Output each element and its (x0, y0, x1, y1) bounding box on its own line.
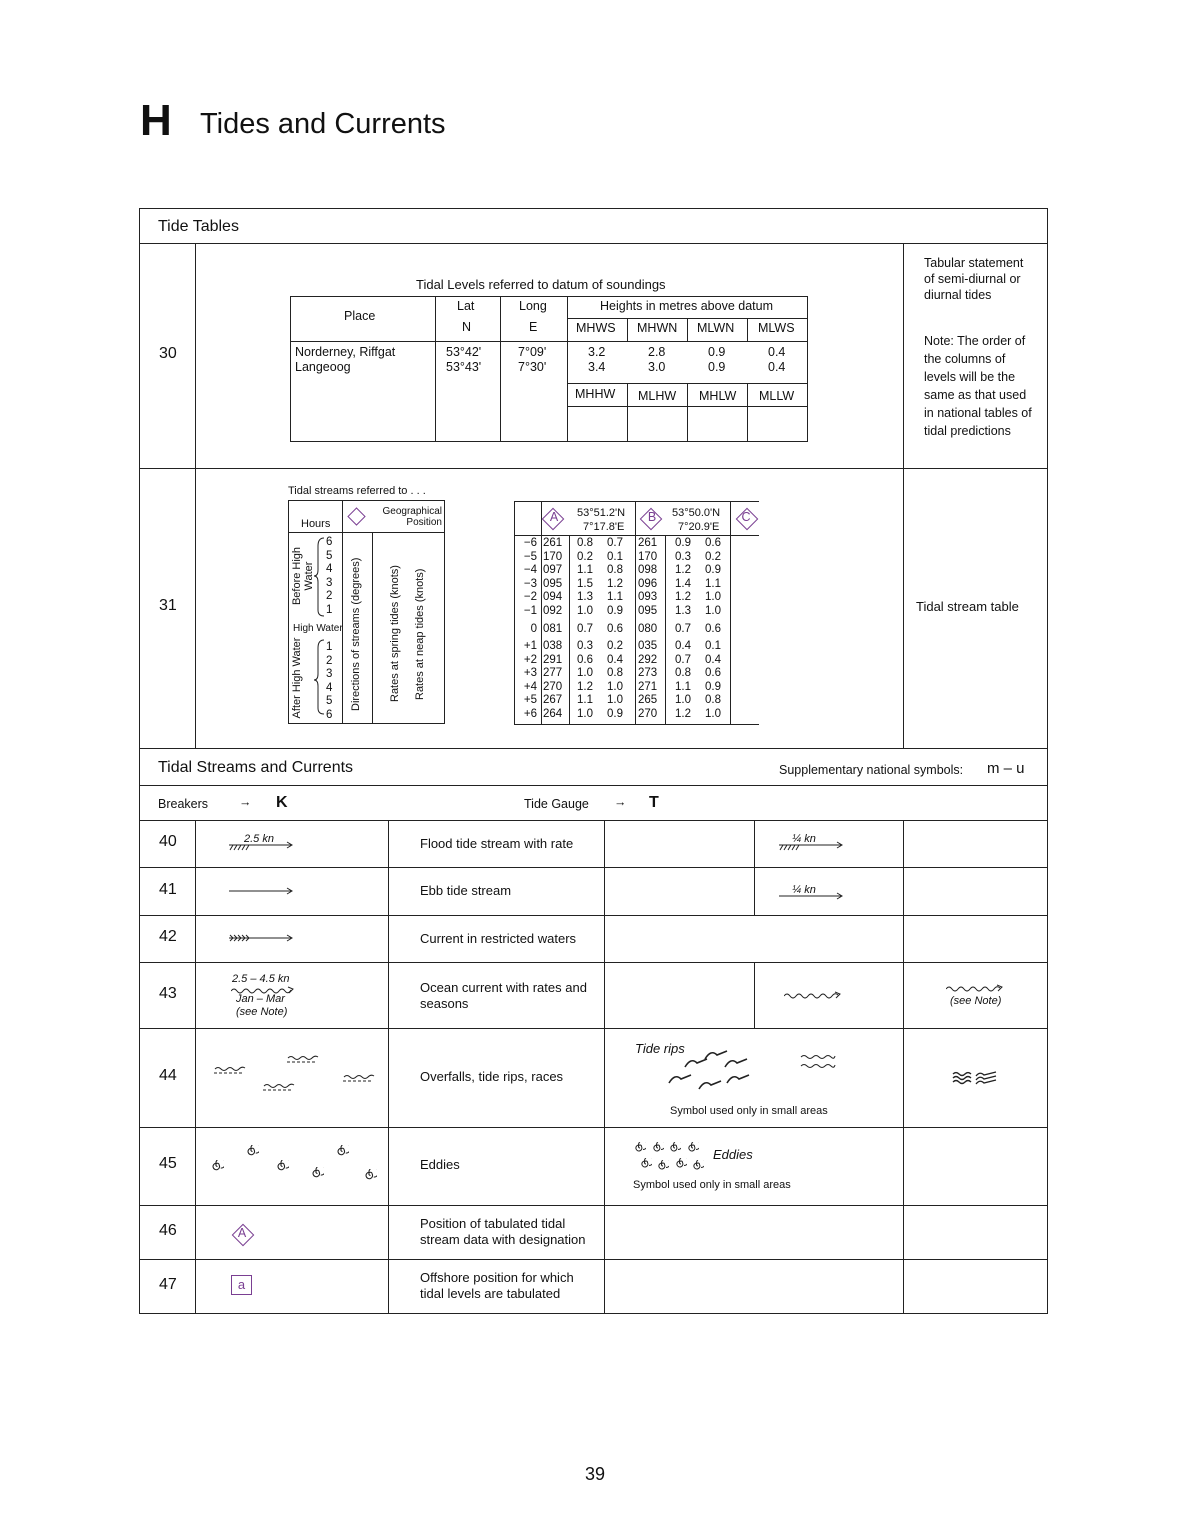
stream-value: 098 (638, 564, 658, 576)
rule (139, 1127, 1048, 1128)
rule (514, 535, 759, 536)
stream-value: 0.6 (607, 623, 623, 635)
hour-label: 2 (326, 590, 333, 602)
rule (139, 748, 1048, 749)
stream-value: 291 (543, 653, 563, 666)
rule (514, 501, 759, 502)
neap-rates-label: Rates at neap tides (knots) (414, 568, 426, 700)
after-hours-list (326, 641, 338, 722)
stream-value: 170 (543, 550, 563, 563)
row-number-45: 45 (159, 1155, 177, 1172)
col-mlwn: MLWN (697, 321, 735, 335)
stream-value: 1.2 (607, 577, 623, 590)
stream-hour: +1 (523, 640, 537, 652)
stream-value: 0.8 (607, 667, 623, 679)
rule (388, 820, 389, 1314)
rule (139, 243, 1048, 244)
stream-value: 0.1 (607, 550, 623, 563)
place-name: Norderney, Riffgat (295, 345, 396, 359)
station-a-lat: 53°51.2'N (577, 507, 626, 519)
stream-value: 292 (638, 653, 658, 666)
stream-value: 0.2 (705, 550, 721, 563)
stream-value: 097 (543, 564, 563, 576)
hour-label: 5 (326, 549, 333, 562)
col-mhws: MHWS (576, 321, 616, 335)
stream-hour: +4 (523, 680, 537, 693)
eddies-icon (205, 1140, 385, 1185)
row42-description: Current in restricted waters (420, 931, 577, 946)
stream-value: 038 (543, 640, 563, 652)
row-number-46: 46 (159, 1222, 177, 1239)
row44-description: Overfalls, tide rips, races (420, 1069, 564, 1084)
stream-value: 0.9 (705, 680, 721, 693)
stream-value: 0.6 (577, 653, 593, 666)
stream-value: 1.1 (577, 694, 593, 706)
rule (687, 383, 688, 442)
stream-value: 1.0 (675, 694, 691, 706)
rule (139, 962, 1048, 963)
ocean-rate-label: 2.5 – 4.5 kn (232, 973, 290, 985)
stream-value: 035 (638, 640, 658, 652)
tidal-levels-title: Tidal Levels referred to datum of soundings (416, 277, 666, 292)
stream-value: 170 (638, 550, 658, 563)
rule (514, 724, 759, 725)
restricted-current-arrow-icon (229, 933, 295, 945)
hour-label: 4 (326, 681, 333, 694)
hour-label: 4 (326, 563, 333, 575)
stream-value: 270 (543, 680, 563, 693)
row30-note: Note: The order of the columns of levels will be the same as that used in national tables of tidal predictions (924, 334, 1032, 438)
stream-value: 094 (543, 591, 563, 603)
streams-referred-title: Tidal streams referred to . . . (288, 485, 426, 497)
stream-value: 081 (543, 623, 563, 635)
stream-value: 0.8 (577, 537, 593, 549)
chapter-letter: H (140, 96, 172, 145)
row43-description: Ocean current with rates and seasons (420, 980, 587, 1011)
station-b-long: 7°20.9'E (678, 521, 720, 533)
before-hw-label: Before High Water (291, 546, 315, 606)
level-value: 3.4 (588, 360, 606, 374)
stream-value: 092 (543, 604, 563, 617)
section-title-tide-tables: Tide Tables (158, 218, 239, 235)
hour-label: 3 (326, 668, 333, 680)
stream-value: 267 (543, 694, 563, 706)
stream-value: 0.4 (607, 653, 623, 666)
level-value: 3.0 (648, 360, 666, 374)
col-mhhw: MHHW (575, 387, 616, 401)
stream-value: 1.1 (705, 577, 721, 590)
stream-value: 1.0 (607, 694, 623, 706)
row-number-42: 42 (159, 928, 177, 945)
small-areas-note: Symbol used only in small areas (633, 1179, 791, 1191)
rule (500, 296, 501, 442)
breakers-code: K (276, 794, 288, 811)
tide-rips-label: Tide rips (635, 1041, 685, 1056)
hour-label: 6 (326, 536, 333, 548)
overfalls-icon (210, 1050, 380, 1100)
col-long: Long (519, 299, 547, 313)
col-lat-unit: N (462, 320, 472, 334)
stream-value: 0.8 (675, 667, 691, 679)
rule (435, 296, 436, 442)
rule (139, 785, 1048, 786)
stream-value: 0.8 (705, 694, 721, 706)
stream-value: 093 (638, 591, 658, 603)
place-lat: 53°43' (446, 360, 482, 374)
rule (567, 318, 808, 319)
stream-value: 1.1 (607, 591, 623, 603)
rule (290, 341, 808, 342)
stream-value: 0.2 (607, 640, 623, 652)
stream-value: 080 (638, 623, 658, 635)
row47-description: Offshore position for which tidal levels are tabulated (420, 1270, 574, 1301)
gauge-label: Tide Gauge (524, 797, 589, 811)
after-hw-label: After High Water (291, 637, 303, 719)
gauge-code: T (649, 794, 659, 811)
stream-value: 264 (543, 707, 563, 720)
rule (139, 867, 1048, 868)
rule (903, 820, 904, 1314)
col-long-unit: E (529, 320, 538, 334)
rule (754, 962, 755, 1028)
rule (195, 820, 196, 1314)
page-number: 39 (584, 1464, 606, 1484)
stream-hour: +6 (523, 707, 537, 720)
row-number-30: 30 (159, 345, 177, 362)
rule (139, 1028, 1048, 1029)
stream-value: 096 (638, 577, 658, 590)
col-mhlw: MHLW (699, 389, 737, 403)
tide-rips-icon (665, 1045, 760, 1095)
rule (903, 243, 904, 748)
ocean-note-label: (see Note) (236, 1006, 288, 1018)
stream-value: 1.2 (675, 564, 691, 576)
stream-value: 1.0 (705, 604, 721, 617)
spring-rates-label: Rates at spring tides (knots) (389, 565, 401, 702)
before-hours-list (326, 536, 338, 617)
arrow-icon: → (239, 795, 252, 809)
chapter-title: Tides and Currents (200, 108, 446, 140)
stream-value: 1.0 (705, 591, 721, 603)
directions-label: Directions of streams (degrees) (350, 557, 362, 711)
ocean-current-supp-icon (946, 984, 1008, 994)
supp-label: Supplementary national symbols: (779, 763, 964, 777)
stream-hour: −4 (523, 564, 537, 576)
breakers-label: Breakers (158, 797, 209, 811)
flood-stream-alt-arrow-icon (779, 840, 845, 852)
stream-value: 1.0 (577, 667, 593, 679)
brace-icon (314, 536, 326, 716)
stream-value: 1.1 (577, 564, 593, 576)
stream-value: 1.5 (577, 577, 593, 590)
stream-value: 0.6 (705, 667, 721, 679)
rule (754, 820, 755, 915)
row45-description: Eddies (420, 1157, 460, 1172)
ocean-months-label: Jan – Mar (236, 993, 285, 1005)
stream-hour: 0 (530, 623, 537, 635)
ebb-alt-rate: ¼ kn (792, 884, 816, 896)
level-value: 0.4 (768, 360, 786, 374)
col-mlws: MLWS (758, 321, 795, 335)
stream-value: 0.9 (675, 537, 691, 549)
station-a-long: 7°17.8'E (583, 521, 625, 533)
hour-label: 6 (326, 708, 333, 721)
stream-value: 261 (543, 537, 563, 549)
level-value: 0.9 (708, 345, 726, 359)
supp-range: m – u (987, 760, 1025, 777)
row46-description: Position of tabulated tidal stream data with designation (420, 1216, 586, 1247)
station-a-letter: A (549, 510, 559, 524)
stream-value: 1.0 (577, 604, 593, 617)
stream-value: 1.1 (675, 680, 691, 693)
level-value: 2.8 (648, 345, 666, 359)
row-number-43: 43 (159, 985, 177, 1002)
stream-value: 0.6 (705, 623, 721, 635)
arrow-icon: → (614, 795, 627, 809)
stream-value: 0.6 (705, 537, 721, 549)
col-heights: Heights in metres above datum (600, 299, 774, 313)
rule (139, 1205, 1048, 1206)
stream-value: 0.7 (577, 623, 593, 635)
section-title-streams: Tidal Streams and Currents (158, 759, 354, 776)
stream-value: 0.4 (675, 640, 691, 652)
station-c-letter: C (741, 510, 751, 524)
station-b-lat: 53°50.0'N (672, 507, 721, 519)
stream-value: 261 (638, 537, 658, 549)
level-value: 3.2 (588, 345, 606, 359)
hour-label: 1 (326, 603, 333, 616)
rule (567, 406, 808, 407)
hour-label: 1 (326, 641, 333, 653)
stream-value: 1.0 (577, 707, 593, 720)
ocean-current-alt-icon (784, 991, 846, 1001)
rule (342, 500, 343, 724)
small-areas-note: Symbol used only in small areas (670, 1105, 828, 1117)
stream-hour: −6 (523, 537, 537, 549)
stream-value: 270 (638, 707, 658, 720)
rule (541, 501, 542, 725)
rule (665, 535, 666, 725)
rule (747, 383, 748, 442)
row40-description: Flood tide stream with rate (420, 836, 574, 851)
col-mlhw: MLHW (638, 389, 677, 403)
rule (567, 383, 808, 384)
high-water-label: High Water (293, 623, 343, 634)
col-mhwn: MHWN (637, 321, 678, 335)
stream-value: 0.1 (705, 640, 721, 652)
stream-value: 1.0 (607, 680, 623, 693)
row41-description: Ebb tide stream (420, 883, 512, 898)
hour-label: 2 (326, 654, 333, 667)
stream-value: 0.9 (607, 604, 623, 617)
hours-label: Hours (301, 518, 331, 530)
flood-alt-rate: ¼ kn (792, 833, 816, 845)
row-number-40: 40 (159, 833, 177, 850)
rule (139, 915, 1048, 916)
rule (627, 383, 628, 442)
stream-value: 0.4 (705, 653, 721, 666)
level-value: 0.4 (768, 345, 786, 359)
stream-value: 0.3 (577, 640, 593, 652)
stream-hour: −2 (523, 591, 537, 603)
rule (604, 820, 605, 1314)
ocean-supp-note: (see Note) (950, 995, 1002, 1007)
geo-position-label: Geographical Position (382, 506, 442, 528)
row-number-41: 41 (159, 881, 177, 898)
stream-hour: +3 (523, 667, 537, 679)
place-long: 7°09' (518, 345, 547, 359)
row-number-31: 31 (159, 597, 177, 614)
rule (139, 1259, 1048, 1260)
row-number-47: 47 (159, 1276, 177, 1293)
row30-description: Tabular statement of semi-diurnal or diurnal tides (924, 256, 1024, 302)
stream-value: 277 (543, 667, 563, 679)
stream-hour: −1 (523, 604, 537, 617)
stream-value: 1.0 (705, 707, 721, 720)
stream-value: 095 (638, 604, 658, 617)
place-name: Langeoog (295, 360, 351, 374)
col-lat: Lat (457, 299, 475, 313)
stream-value: 273 (638, 667, 658, 679)
stream-value: 0.9 (607, 707, 623, 720)
stream-value: 1.2 (675, 591, 691, 603)
stream-value: 1.2 (675, 707, 691, 720)
stream-value: 0.7 (675, 623, 691, 635)
ebb-stream-arrow-icon (229, 886, 295, 898)
stream-value: 1.2 (577, 680, 593, 693)
rule (569, 535, 570, 725)
eddies-label: Eddies (713, 1147, 753, 1162)
rule (372, 532, 373, 724)
stream-hour: −5 (523, 550, 537, 563)
stream-value: 271 (638, 680, 658, 693)
rule (747, 318, 748, 342)
station-b-letter: B (647, 510, 657, 524)
hour-label: 3 (326, 576, 333, 589)
ebb-stream-alt-arrow-icon (779, 891, 845, 903)
flood-rate-label: 2.5 kn (244, 833, 274, 845)
stream-hour: +5 (523, 694, 537, 706)
stream-hour: +2 (523, 653, 537, 666)
offshore-position-box: a (231, 1275, 252, 1295)
stream-value: 0.7 (607, 537, 623, 549)
stream-hour: −3 (523, 577, 537, 590)
rule (687, 318, 688, 342)
stream-value: 0.8 (607, 564, 623, 576)
rule (635, 501, 636, 725)
overfalls-supp-icon (952, 1070, 1000, 1086)
level-value: 0.9 (708, 360, 726, 374)
rule (627, 318, 628, 342)
flood-stream-arrow-icon (229, 840, 295, 852)
rule (139, 468, 1048, 469)
col-place: Place (344, 309, 376, 323)
row31-description: Tidal stream table (916, 599, 1019, 614)
place-lat: 53°42' (446, 345, 482, 359)
stream-value: 1.3 (577, 591, 593, 603)
eddies-small-icon (632, 1140, 707, 1174)
stream-value: 1.4 (675, 577, 691, 590)
row-number-44: 44 (159, 1067, 177, 1084)
rule (730, 501, 731, 725)
col-mllw: MLLW (759, 389, 795, 403)
place-long: 7°30' (518, 360, 547, 374)
tabulated-stream-letter: A (237, 1226, 247, 1240)
hour-label: 5 (326, 695, 333, 707)
stream-value: 0.3 (675, 550, 691, 563)
stream-value: 0.2 (577, 550, 593, 563)
stream-value: 095 (543, 577, 563, 590)
stream-value: 265 (638, 694, 658, 706)
stream-value: 0.9 (705, 564, 721, 576)
tide-rips-alt-icon (800, 1052, 838, 1072)
rule (139, 820, 1048, 821)
rule (195, 243, 196, 748)
stream-value: 0.7 (675, 653, 691, 666)
stream-value: 1.3 (675, 604, 691, 617)
